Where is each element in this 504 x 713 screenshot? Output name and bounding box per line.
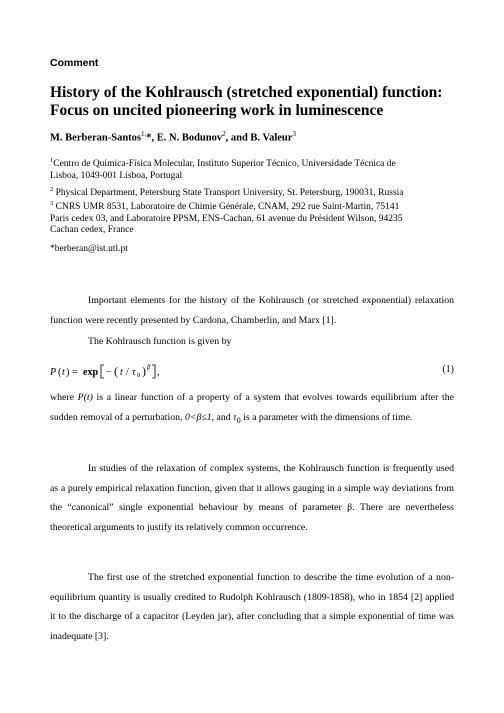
section-label: Comment — [50, 57, 99, 69]
title-line-1: History of the Kohlrausch (stretched exponential) function: — [50, 84, 443, 101]
affiliation-text: Cachan cedex, France — [50, 225, 134, 236]
inline-math: 0<β≤1 — [184, 411, 212, 423]
affiliation-number: 2 — [50, 186, 54, 193]
svg-text:(: ( — [114, 364, 118, 378]
paragraph-1: Important elements for the history of the Kohlrausch (or stretched exponential) relaxation function were recently presented by Cardona, Chamberlin, and Marx [1]. — [50, 295, 454, 326]
eq-exp: exp — [83, 367, 98, 378]
svg-text:): ) — [142, 364, 146, 378]
inline-math: τ — [233, 411, 237, 423]
title-line-2: Focus on uncited pioneering work in luminescence — [50, 102, 384, 119]
affiliation-text: Physical Department, Petersburg State Transport University, St. Petersburg, 190031, Russia — [53, 188, 404, 199]
svg-text:τ: τ — [132, 367, 136, 378]
author-affiliation-mark: 1, — [141, 130, 147, 138]
equation-1 — [50, 364, 454, 382]
paragraph-3: where P(t) is a linear function of a property of a system that evolves towards equilibrium after the sudden removal of a perturbation, 0<β≤1, and $\tau_0$ is a parameter with the dimensions of time. — [50, 392, 454, 425]
paragraph-4: In studies of the relaxation of complex systems, the Kohlrausch function is frequently used as a purely empirical relaxation function, given that it allows gauging in a simple way deviations from the “canonical” single exponential behaviour by means of parameter β. There are nevertheless theoretical arguments to justify its relatively common occurrence. — [50, 463, 454, 533]
svg-text:0: 0 — [137, 372, 141, 379]
author-name: , E. N. Bodunov — [151, 132, 223, 144]
author-name: M. Berberan-Santos — [50, 132, 141, 144]
affiliation-number: 3 — [50, 200, 54, 207]
svg-text:/: / — [126, 367, 129, 378]
affiliation-text: Paris cedex 03, and Laboratoire PPSM, ENS-Cachan, 61 avenue du Président Wilson, 94235 — [50, 213, 403, 224]
svg-text:) =: ) = — [66, 367, 78, 378]
affiliation-text: Lisboa, 1049-001 Lisboa, Portugal — [50, 170, 183, 181]
eq-lhs: P — [50, 367, 57, 378]
eq-arg: t — [62, 367, 65, 378]
svg-text:(: ( — [58, 367, 62, 378]
corresponding-email[interactable]: *berberan@ist.utl.pt — [50, 244, 128, 254]
author-affiliation-mark: 3 — [292, 130, 296, 138]
corresponding-mark: * — [146, 132, 152, 144]
author-list — [50, 130, 470, 144]
author-affiliation-mark: 2 — [222, 130, 226, 138]
svg-text:β: β — [147, 363, 151, 371]
affiliation-text: Centro de Química-Física Molecular, Instituto Superior Técnico, Universidade Técnica de — [53, 159, 396, 170]
affiliation-1 — [50, 155, 454, 182]
svg-text:−: − — [106, 367, 112, 378]
svg-text:t: t — [120, 367, 123, 378]
svg-text:,: , — [157, 367, 160, 378]
paper-title — [50, 84, 470, 120]
paragraph-2: The Kohlrausch function is given by — [88, 336, 232, 347]
affiliation-3 — [50, 198, 454, 237]
kohlrausch-formula — [50, 362, 250, 382]
inline-math: P(t) — [77, 392, 93, 403]
equation-number: (1) — [442, 364, 454, 375]
paragraph-5: The first use of the stretched exponential function to describe the time evolution of a non-equilibrium quantity is usually credited to Rudolph Kohlrausch (1809-1858), who in 1854 [2] applied it to the discharge of a capacitor (Leyden jar), after concluding that a simple exponential of time was inadequate [3]. — [50, 572, 454, 642]
author-name: , and B. Valeur — [225, 132, 293, 144]
affiliation-text: CNRS UMR 8531, Laboratoire de Chimie Générale, CNAM, 292 rue Saint-Martin, 75141 — [53, 202, 400, 213]
affiliation-number: 1 — [50, 157, 54, 164]
